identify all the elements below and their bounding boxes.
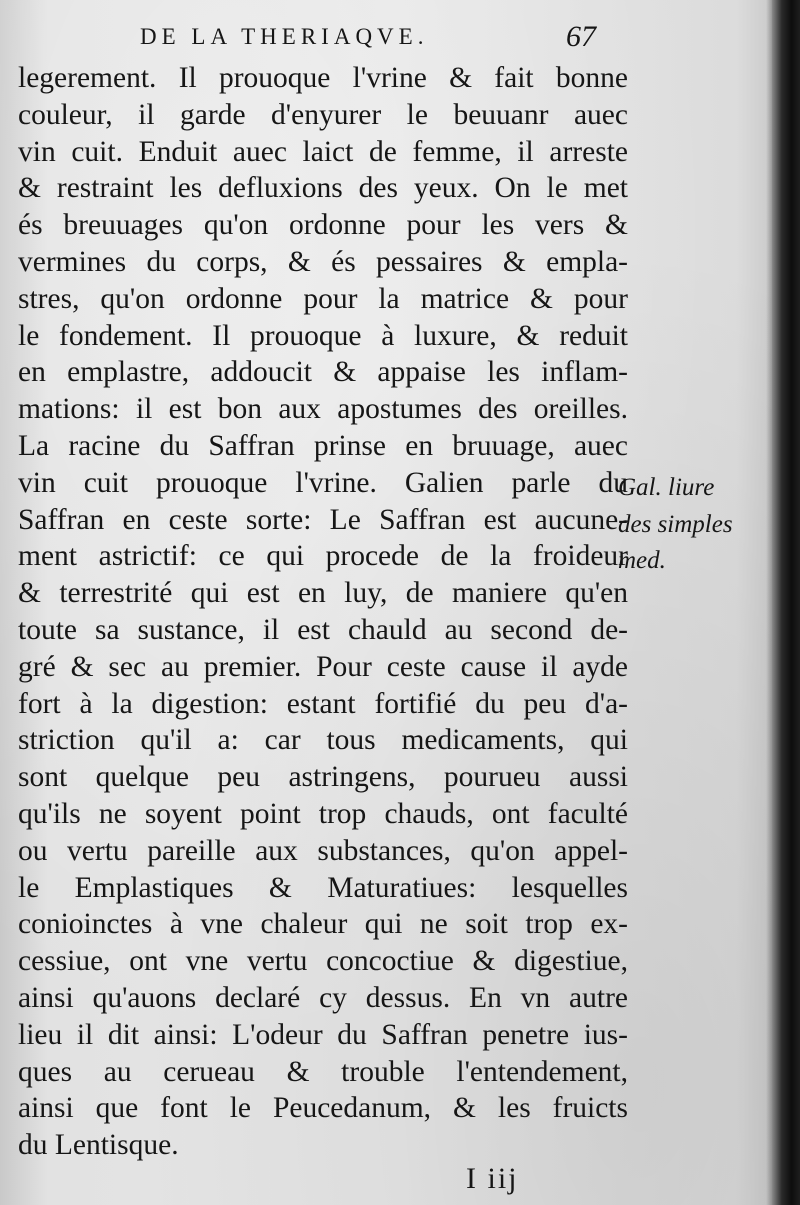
running-head: DE LA THERIAQVE. [140,24,429,49]
margin-note-line: med. [618,547,666,574]
text-line: conioinctes à vne chaleur qui ne soit trop ex- [18,908,628,941]
text-line: couleur, il garde d'enyurer le beuuanr auec [18,98,628,131]
text-line: ainsi qu'auons declaré cy dessus. En vn autre [18,981,628,1014]
page-number: 67 [566,20,596,53]
text-line: sont quelque peu astringens, pourueu aussi [18,761,628,794]
text-line: le Emplastiques & Maturatiues: lesquelles [18,871,628,904]
body-text [18,60,628,1164]
margin-note [618,470,768,580]
text-line: & terrestrité qui est en luy, de maniere qu'en [18,577,628,610]
text-line: ques au cerueau & trouble l'entendement, [18,1055,628,1088]
text-line: & restraint les defluxions des yeux. On le met [18,172,628,205]
text-line: vermines du corps, & és pessaires & empla- [18,245,628,278]
signature-mark: I iij [466,1162,519,1195]
text-line: ou vertu pareille aux substances, qu'on appel- [18,834,628,867]
text-line: ment astrictif: ce qui procede de la froideur [18,540,628,573]
text-line: és breuuages qu'on ordonne pour les vers & [18,209,628,242]
text-line: le fondement. Il prouoque à luxure, & reduit [18,319,628,352]
text-line: du Lentisque. [18,1129,179,1162]
text-line: stres, qu'on ordonne pour la matrice & pour [18,282,628,315]
text-line: Saffran en ceste sorte: Le Saffran est aucune- [18,503,628,536]
text-line: mations: il est bon aux apostumes des oreilles. [18,393,628,426]
text-line: vin cuit prouoque l'vrine. Galien parle du [18,466,628,499]
text-line: La racine du Saffran prinse en bruuage, auec [18,429,628,462]
margin-note-line: des simples [618,510,733,538]
text-line: fort à la digestion: estant fortifié du peu d'a- [18,687,628,720]
text-line: striction qu'il a: car tous medicaments, qui [18,724,628,757]
text-line: en emplastre, addoucit & appaise les inflam- [18,356,628,389]
text-line: toute sa sustance, il est chauld au second de- [18,613,628,646]
book-spine [772,0,800,1205]
text-line: legerement. Il prouoque l'vrine & fait bonne [18,62,628,94]
text-line: gré & sec au premier. Pour ceste cause il ayde [18,650,628,683]
text-line: cessiue, ont vne vertu concoctiue & digestiue, [18,945,628,978]
text-line: lieu il dit ainsi: L'odeur du Saffran penetre ius- [18,1018,628,1051]
text-line: vin cuit. Enduit auec laict de femme, il arreste [18,135,628,168]
text-line: qu'ils ne soyent point trop chauds, ont faculté [18,797,628,830]
text-line: ainsi que font le Peucedanum, & les fruicts [18,1092,628,1125]
margin-note-line: Gal. liure [618,474,715,501]
